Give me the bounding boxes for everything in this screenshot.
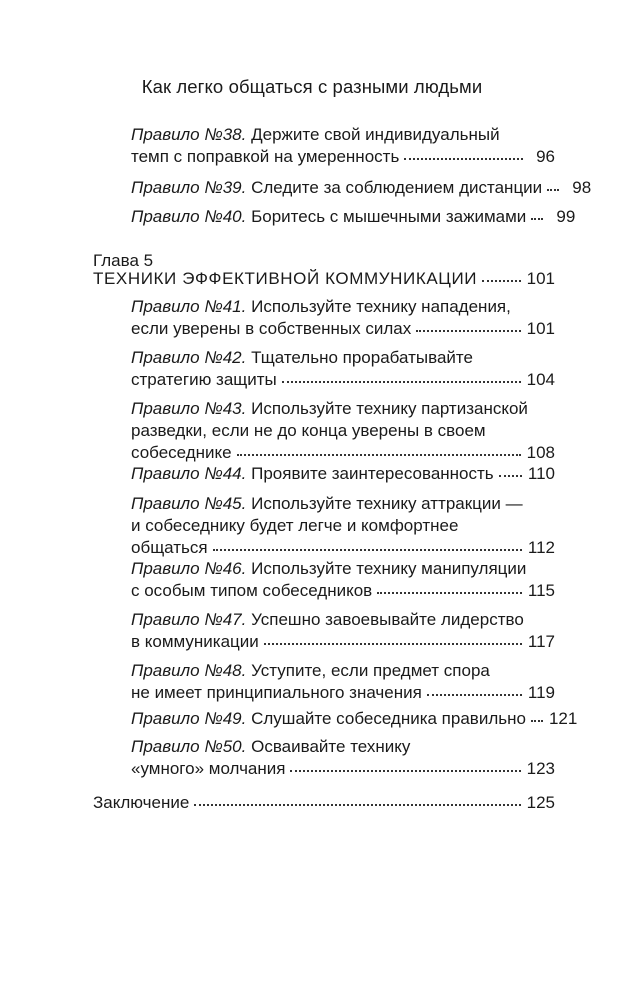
rule-label: Правило №45.: [131, 494, 247, 513]
page-number: 101: [526, 269, 555, 288]
chapter-title: ТЕХНИКИ ЭФФЕКТИВНОЙ КОММУНИКАЦИИ: [93, 269, 478, 288]
toc-entry-line: [131, 708, 578, 730]
toc-entry-line: [131, 146, 555, 168]
toc-entry-rule[interactable]: [131, 177, 592, 199]
toc-entry-rule[interactable]: [131, 660, 555, 704]
rule-title-line: Боритесь с мышечными зажимами: [251, 207, 527, 226]
page-number: 119: [527, 683, 555, 702]
rule-title-line: Используйте технику аттракции —: [251, 494, 523, 513]
rule-label: Правило №49.: [131, 709, 247, 728]
toc-entry-rule[interactable]: [131, 736, 555, 780]
toc-entry-line: [131, 369, 555, 391]
dot-leader: [194, 803, 520, 806]
rule-title-line: не имеет принципиального значения: [131, 683, 422, 702]
toc-entry-line: [131, 296, 555, 318]
page-number: 96: [536, 147, 555, 166]
rule-label: Правило №46.: [131, 559, 247, 578]
rule-title-line: «умного» молчания: [131, 759, 286, 778]
toc-entry-line: [131, 177, 592, 199]
dot-leader: [427, 693, 522, 696]
dot-leader: [404, 157, 523, 160]
rule-title-line: Следите за соблюдением дистанции: [251, 178, 543, 197]
toc-entry-line: [131, 558, 555, 580]
page-number: 104: [526, 370, 555, 389]
toc-entry-line: [131, 124, 555, 146]
toc-entry-line: [131, 206, 576, 228]
rule-label: Правило №38.: [131, 125, 247, 144]
dot-leader: [237, 453, 521, 456]
toc-entry-rule[interactable]: [131, 609, 555, 653]
toc-entry-rule[interactable]: [131, 463, 555, 485]
page-number: 98: [572, 178, 592, 197]
toc-entry-line: [131, 347, 555, 369]
toc-entry-line: [131, 537, 555, 559]
page-number: 108: [526, 443, 555, 462]
dot-leader: [531, 217, 543, 220]
dot-leader: [264, 642, 522, 645]
rule-label: Правило №39.: [131, 178, 247, 197]
rule-title-line: Используйте технику манипуляции: [251, 559, 527, 578]
rule-title-line: Успешно завоевывайте лидерство: [251, 610, 524, 629]
rule-title-line: Тщательно прорабатывайте: [251, 348, 473, 367]
toc-entry-line: [131, 631, 555, 653]
rule-title-line: разведки, если не до конца уверены в своем: [131, 421, 486, 440]
toc-entry-chapter-5[interactable]: [93, 268, 555, 290]
page-number: 112: [527, 538, 555, 557]
toc-entry-conclusion[interactable]: [93, 792, 555, 814]
dot-leader: [499, 474, 522, 477]
rule-title-line: темп с поправкой на умеренность: [131, 147, 400, 166]
dot-leader: [547, 188, 559, 191]
toc-entry-line: [131, 493, 555, 515]
dot-leader: [213, 548, 522, 551]
conclusion-title: Заключение: [93, 793, 190, 812]
toc-entry-line: [131, 318, 555, 340]
dot-leader: [482, 279, 521, 282]
toc-entry-line: [131, 515, 555, 537]
rule-label: Правило №50.: [131, 737, 247, 756]
toc-entry-rule[interactable]: [131, 296, 555, 340]
rule-title-line: Проявите заинтересованность: [251, 464, 494, 483]
rule-label: Правило №41.: [131, 297, 247, 316]
toc-entry-line: [131, 463, 555, 485]
rule-title-line: с особым типом собеседников: [131, 581, 373, 600]
toc-entry-rule[interactable]: [131, 708, 578, 730]
toc-entry-line: [131, 442, 555, 464]
page-number: 123: [526, 759, 555, 778]
rule-title-line: общаться: [131, 538, 208, 557]
toc-entry-line: [131, 758, 555, 780]
toc-entry-line: [131, 580, 555, 602]
dot-leader: [416, 329, 520, 332]
rule-title-line: Используйте технику партизанской: [251, 399, 528, 418]
rule-title-line: Уступите, если предмет спора: [251, 661, 490, 680]
rule-label: Правило №43.: [131, 399, 247, 418]
dot-leader: [290, 769, 520, 772]
rule-title-line: в коммуникации: [131, 632, 259, 651]
rule-title-line: Слушайте собеседника правильно: [251, 709, 526, 728]
rule-title-line: и собеседнику будет легче и комфортнее: [131, 516, 459, 535]
toc-entry-line: [131, 609, 555, 631]
rule-label: Правило №40.: [131, 207, 247, 226]
dot-leader: [282, 380, 521, 383]
rule-label: Правило №42.: [131, 348, 247, 367]
page-number: 121: [548, 709, 578, 728]
rule-title-line: Держите свой индивидуальный: [251, 125, 500, 144]
rule-title-line: стратегию защиты: [131, 370, 277, 389]
toc-entry-line: [131, 398, 555, 420]
toc-entry-rule[interactable]: [131, 398, 555, 464]
toc-entry-line: [131, 660, 555, 682]
rule-title-line: собеседнике: [131, 443, 232, 462]
rule-title-line: Используйте технику нападения,: [251, 297, 511, 316]
page-number: 99: [556, 207, 576, 226]
page-number: 110: [527, 464, 555, 483]
toc-entry-rule[interactable]: [131, 558, 555, 602]
toc-entry-line: [131, 682, 555, 704]
page-number: 115: [527, 581, 555, 600]
toc-entry-line: [131, 736, 555, 758]
dot-leader: [377, 591, 522, 594]
rule-label: Правило №48.: [131, 661, 247, 680]
toc-entry-line: [131, 420, 555, 442]
toc-entry-rule[interactable]: [131, 347, 555, 391]
rule-label: Правило №44.: [131, 464, 247, 483]
page-number: 125: [526, 793, 555, 812]
page-number: 101: [526, 319, 555, 338]
toc-entry-rule[interactable]: [131, 493, 555, 559]
rule-title-line: если уверены в собственных силах: [131, 319, 412, 338]
chapter-number: Глава 5: [93, 251, 154, 270]
rule-title-line: Осваивайте технику: [251, 737, 411, 756]
page-number: 117: [527, 632, 555, 651]
dot-leader: [531, 719, 543, 722]
rule-label: Правило №47.: [131, 610, 247, 629]
toc-entry-rule[interactable]: [131, 124, 555, 168]
running-head: Как легко общаться с разными людьми: [141, 76, 483, 97]
toc-entry-rule[interactable]: [131, 206, 576, 228]
